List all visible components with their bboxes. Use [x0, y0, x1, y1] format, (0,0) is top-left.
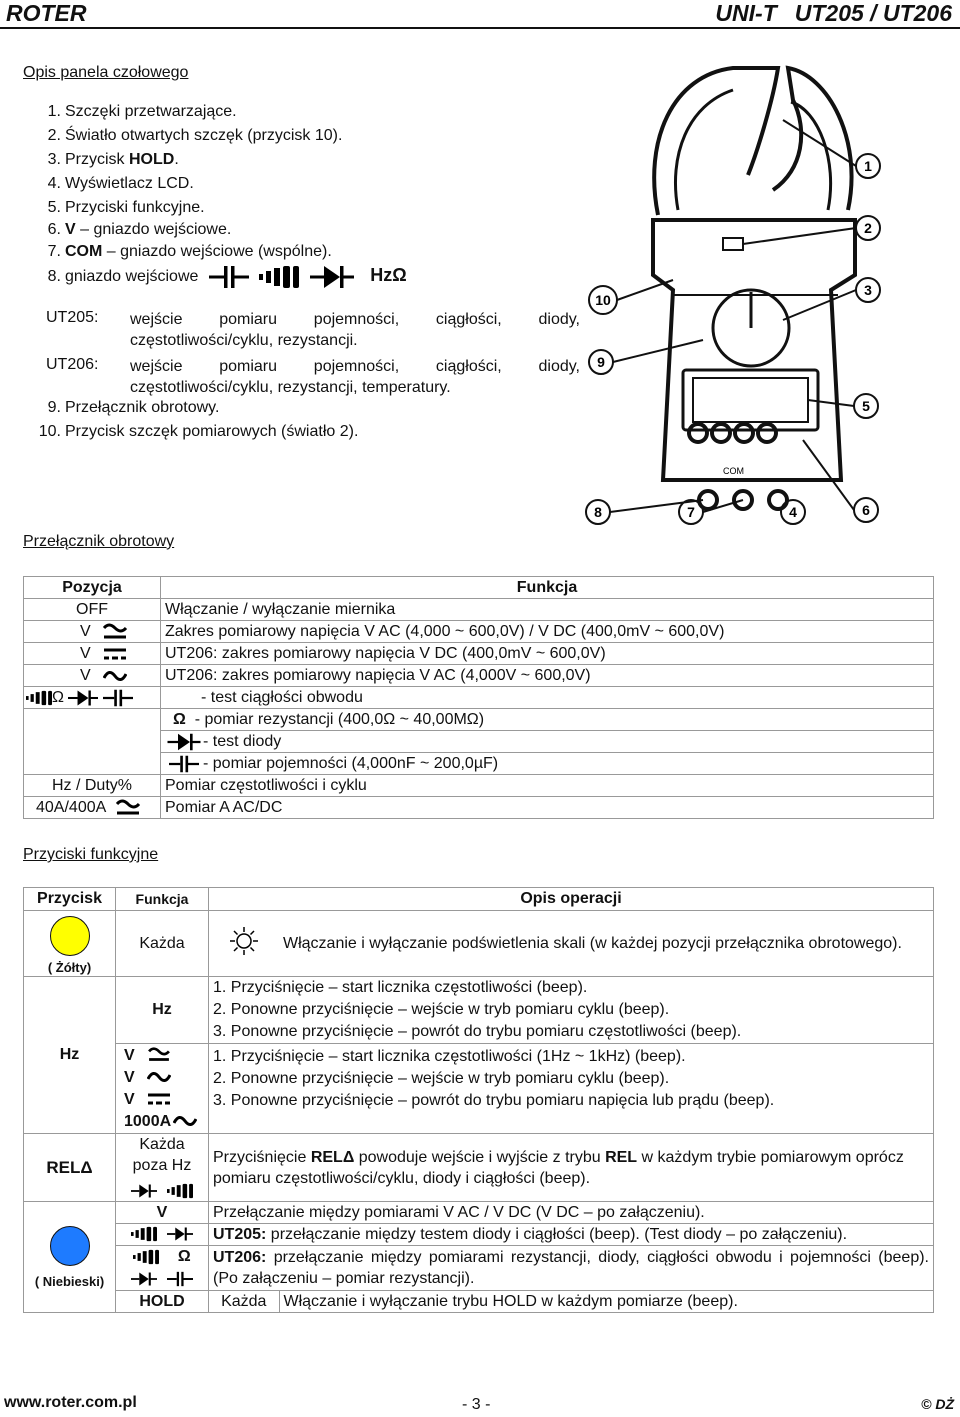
rel-button[interactable]: RELΔ — [24, 1134, 116, 1202]
table-row: Hz Hz 1. Przyciśnięcie – start licznika częstotliwości (beep). 2. Ponowne przyciśnięcie – wejście w tryb pomiaru cyklu (beep). 3. Ponowne przyciśnięcie – powrót do trybu pomiaru częstotliwości (beep). — [24, 977, 934, 1044]
continuity-sound-icon — [131, 1226, 157, 1242]
table-row: ( Żółty) Każda Włączanie i wyłączanie podświetlenia skali (w każdej pozycji przełącznika obrotowego). — [24, 911, 934, 977]
list-item: 3. Przycisk HOLD. — [47, 151, 179, 168]
list-item: 7. COM – gniazdo wejściowe (wspólne). — [47, 243, 332, 260]
table-row: ( Niebieski) V Przełączanie między pomiarami V AC / V DC (V DC – po załączeniu). — [24, 1202, 934, 1224]
callout-8: 8 — [594, 504, 602, 520]
callout-4: 4 — [789, 504, 797, 520]
rotary-switch-table — [23, 576, 934, 819]
list-item: 8. gniazdo wejściowe HzΩ — [23, 265, 407, 289]
table-row: - test diody — [24, 731, 934, 753]
callout-2: 2 — [864, 220, 872, 236]
yellow-button[interactable] — [50, 916, 90, 956]
callout-5: 5 — [862, 398, 870, 414]
list-item: 6. V – gniazdo wejściowe. — [47, 221, 232, 238]
capacitor-icon — [165, 755, 203, 773]
callout-10: 10 — [595, 292, 611, 308]
table-header-row — [24, 577, 934, 599]
table-row: RELΔ Każda poza Hz Przyciśnięcie RELΔ powoduje wejście i wyjście z trybu REL w każdym trybie pomiarowym oprócz pomiaru częstotliwości/cyklu, diody i ciągłości (beep). — [24, 1134, 934, 1202]
capacitor-icon — [167, 1271, 193, 1287]
diode-icon — [131, 1271, 157, 1287]
table-row: OFF Włączanie / wyłączanie miernika — [24, 599, 934, 621]
dc-icon — [147, 1091, 171, 1107]
table-row: HOLD Każda Włączanie i wyłączanie trybu HOLD w każdym pomiarze (beep). — [24, 1291, 934, 1313]
diode-icon — [310, 265, 354, 289]
page-header — [0, 0, 960, 29]
list-item: 2. Światło otwartych szczęk (przycisk 10). — [47, 127, 343, 144]
table-row: V Zakres pomiarowy napięcia V AC (4,000 ~ 600,0V) / V DC (400,0mV ~ 600,0V) — [24, 621, 934, 643]
table-row: V UT206: zakres pomiarowy napięcia V AC (4,000V ~ 600,0V) — [24, 665, 934, 687]
dc-icon — [103, 646, 127, 662]
callout-9: 9 — [597, 354, 605, 370]
model-title — [697, 0, 952, 27]
list-item: 9. Przełącznik obrotowy. — [47, 399, 220, 416]
page-footer — [0, 1392, 960, 1417]
callout-6: 6 — [862, 502, 870, 518]
brand-name: ROTER — [6, 0, 87, 26]
footer-url[interactable]: www.roter.com.pl — [4, 1394, 137, 1411]
continuity-sound-icon — [167, 1183, 193, 1199]
ac-icon — [147, 1069, 171, 1085]
table-row: 40A/400A Pomiar A AC/DC — [24, 797, 934, 819]
function-buttons-table — [23, 887, 934, 1313]
list-item: 10. Przycisk szczęk pomiarowych (światło 2). — [38, 423, 359, 440]
clamp-meter-drawing — [583, 60, 913, 530]
diode-icon — [131, 1183, 157, 1199]
table-row: - pomiar pojemności (4,000nF ~ 200,0µF) — [24, 753, 934, 775]
model-name: UT205 / UT206 — [794, 0, 952, 26]
com-label: COM — [723, 466, 744, 476]
ac-dc-icon — [116, 798, 140, 818]
ac-dc-icon — [147, 1046, 171, 1064]
list-item: 1. Szczęki przetwarzające. — [47, 103, 237, 120]
backlight-sun-icon — [229, 926, 259, 956]
rotary-section-title: Przełącznik obrotowy — [23, 533, 175, 550]
diode-icon — [68, 689, 98, 707]
table-row: Ω - pomiar rezystancji (400,0Ω ~ 40,00MΩ) — [24, 709, 934, 731]
continuity-sound-icon — [26, 689, 52, 707]
table-row: Hz / Duty% Pomiar częstotliwości i cyklu — [24, 775, 934, 797]
diode-icon — [167, 1226, 193, 1242]
table-row: UT205: przełączanie między testem diody i ciągłości (beep). (Test diody – po załączeniu). — [24, 1224, 934, 1246]
copyright-mark: © DŻ — [921, 1396, 954, 1412]
hold-button[interactable]: HOLD — [116, 1291, 209, 1313]
table-row: Ω - test ciągłości obwodu — [24, 687, 934, 709]
buttons-section-title: Przyciski funkcyjne — [23, 846, 159, 863]
continuity-sound-icon — [259, 265, 299, 289]
table-row: V UT206: zakres pomiarowy napięcia V DC (400,0mV ~ 600,0V) — [24, 643, 934, 665]
series-name: UNI-T — [715, 0, 777, 26]
ac-icon — [103, 668, 127, 684]
col-function: Funkcja — [161, 577, 934, 599]
col-function: Funkcja — [116, 888, 209, 911]
col-position: Pozycja — [24, 577, 161, 599]
ac-dc-icon — [103, 622, 127, 642]
col-button: Przycisk — [24, 888, 116, 911]
table-row: V V V 1000A 1. Przyciśnięcie – start licznika częstotliwości (1Hz ~ 1kHz) (beep). 2. Ponowne przyciśnięcie – wejście w tryb pomiaru cyklu (beep). 3. Ponowne przyciśnięcie – powrót do trybu pomiaru napięcia lub prądu (beep). — [24, 1044, 934, 1134]
capacitor-icon — [209, 265, 249, 289]
callout-7: 7 — [687, 504, 695, 520]
panel-section-title: Opis panela czołowego — [23, 64, 189, 81]
list-item: 4. Wyświetlacz LCD. — [47, 175, 194, 192]
diode-icon — [165, 733, 203, 751]
table-row: Ω UT206: przełączanie między pomiarami rezystancji, diody, ciągłości obwodu i pojemności (beep). (Po załączeniu – pomiar rezystancji). — [24, 1246, 934, 1291]
blue-button[interactable] — [50, 1226, 90, 1266]
page-number: - 3 - — [462, 1396, 491, 1413]
list-item: 5. Przyciski funkcyjne. — [47, 199, 205, 216]
hz-button[interactable]: Hz — [24, 977, 116, 1134]
capacitor-icon — [103, 689, 133, 707]
table-header-row — [24, 888, 934, 911]
ac-icon — [173, 1113, 197, 1129]
continuity-sound-icon — [133, 1249, 159, 1265]
callout-3: 3 — [864, 282, 872, 298]
callout-1: 1 — [864, 158, 872, 174]
col-description: Opis operacji — [209, 888, 934, 911]
